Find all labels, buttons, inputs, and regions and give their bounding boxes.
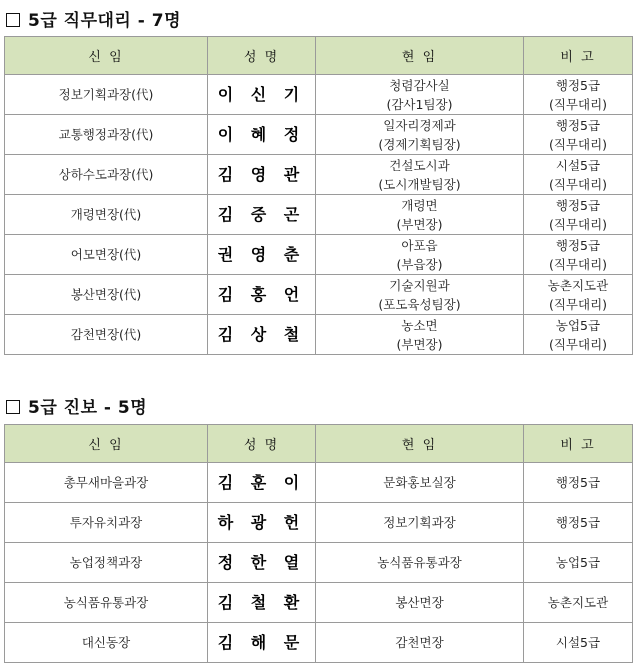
new-post-cell: 농업정책과장: [5, 543, 208, 583]
header-name: 성 명: [208, 37, 316, 75]
name-cell: 하 광 헌: [208, 503, 316, 543]
name-cell: 김 해 문: [208, 623, 316, 663]
header-current-post: 현 임: [316, 37, 524, 75]
new-post-cell: 농식품유통과장: [5, 583, 208, 623]
new-post-cell: 어모면장(代): [5, 235, 208, 275]
header-current-post: 현 임: [316, 425, 524, 463]
header-new-post: 신 임: [5, 37, 208, 75]
name-cell: 김 중 곤: [208, 195, 316, 235]
table-row: [5, 503, 633, 543]
table-row: [5, 623, 633, 663]
new-post-cell: 정보기획과장(代): [5, 75, 208, 115]
note-cell: 농업5급 (직무대리): [524, 315, 633, 355]
table-row: [5, 463, 633, 503]
name-cell: 권 영 춘: [208, 235, 316, 275]
current-post-cell: 개령면 (부면장): [316, 195, 524, 235]
note-cell: 농촌지도관 (직무대리): [524, 275, 633, 315]
table-row: [5, 115, 633, 155]
new-post-cell: 교통행정과장(代): [5, 115, 208, 155]
section2-title: 5급 진보 - 5명: [6, 393, 147, 418]
name-cell: 김 홍 언: [208, 275, 316, 315]
header-name: 성 명: [208, 425, 316, 463]
name-cell: 정 한 열: [208, 543, 316, 583]
table-row: [5, 235, 633, 275]
note-cell: 행정5급 (직무대리): [524, 115, 633, 155]
current-post-cell: 농식품유통과장: [316, 543, 524, 583]
new-post-cell: 상하수도과장(代): [5, 155, 208, 195]
current-post-cell: 기술지원과 (포도육성팀장): [316, 275, 524, 315]
current-post-cell: 일자리경제과 (경제기획팀장): [316, 115, 524, 155]
note-cell: 농업5급: [524, 543, 633, 583]
current-post-cell: 농소면 (부면장): [316, 315, 524, 355]
note-cell: 시설5급 (직무대리): [524, 155, 633, 195]
name-cell: 이 신 기: [208, 75, 316, 115]
current-post-cell: 청렴감사실 (감사1팀장): [316, 75, 524, 115]
checkbox-square-icon: [6, 13, 20, 27]
name-cell: 김 상 철: [208, 315, 316, 355]
note-cell: 행정5급 (직무대리): [524, 75, 633, 115]
new-post-cell: 총무새마을과장: [5, 463, 208, 503]
table-header-row: [5, 37, 633, 75]
table-row: [5, 195, 633, 235]
table-row: [5, 75, 633, 115]
new-post-cell: 대신동장: [5, 623, 208, 663]
note-cell: 행정5급 (직무대리): [524, 235, 633, 275]
new-post-cell: 투자유치과장: [5, 503, 208, 543]
section1-title: 5급 직무대리 - 7명: [6, 6, 181, 31]
current-post-cell: 문화홍보실장: [316, 463, 524, 503]
table-row: [5, 543, 633, 583]
name-cell: 김 영 관: [208, 155, 316, 195]
note-cell: 농촌지도관: [524, 583, 633, 623]
name-cell: 김 철 환: [208, 583, 316, 623]
name-cell: 김 훈 이: [208, 463, 316, 503]
name-cell: 이 혜 정: [208, 115, 316, 155]
current-post-cell: 아포읍 (부읍장): [316, 235, 524, 275]
table-row: [5, 315, 633, 355]
note-cell: 행정5급: [524, 463, 633, 503]
note-cell: 행정5급: [524, 503, 633, 543]
new-post-cell: 봉산면장(代): [5, 275, 208, 315]
note-cell: 행정5급 (직무대리): [524, 195, 633, 235]
table-header-row: [5, 425, 633, 463]
new-post-cell: 개령면장(代): [5, 195, 208, 235]
new-post-cell: 감천면장(代): [5, 315, 208, 355]
table-row: [5, 583, 633, 623]
table-row: [5, 275, 633, 315]
current-post-cell: 감천면장: [316, 623, 524, 663]
note-cell: 시설5급: [524, 623, 633, 663]
promotions-table: [4, 424, 633, 663]
header-note: 비 고: [524, 425, 633, 463]
table-row: [5, 155, 633, 195]
current-post-cell: 건설도시과 (도시개발팀장): [316, 155, 524, 195]
current-post-cell: 정보기획과장: [316, 503, 524, 543]
checkbox-square-icon: [6, 400, 20, 414]
header-new-post: 신 임: [5, 425, 208, 463]
acting-appointments-table: [4, 36, 633, 355]
current-post-cell: 봉산면장: [316, 583, 524, 623]
header-note: 비 고: [524, 37, 633, 75]
